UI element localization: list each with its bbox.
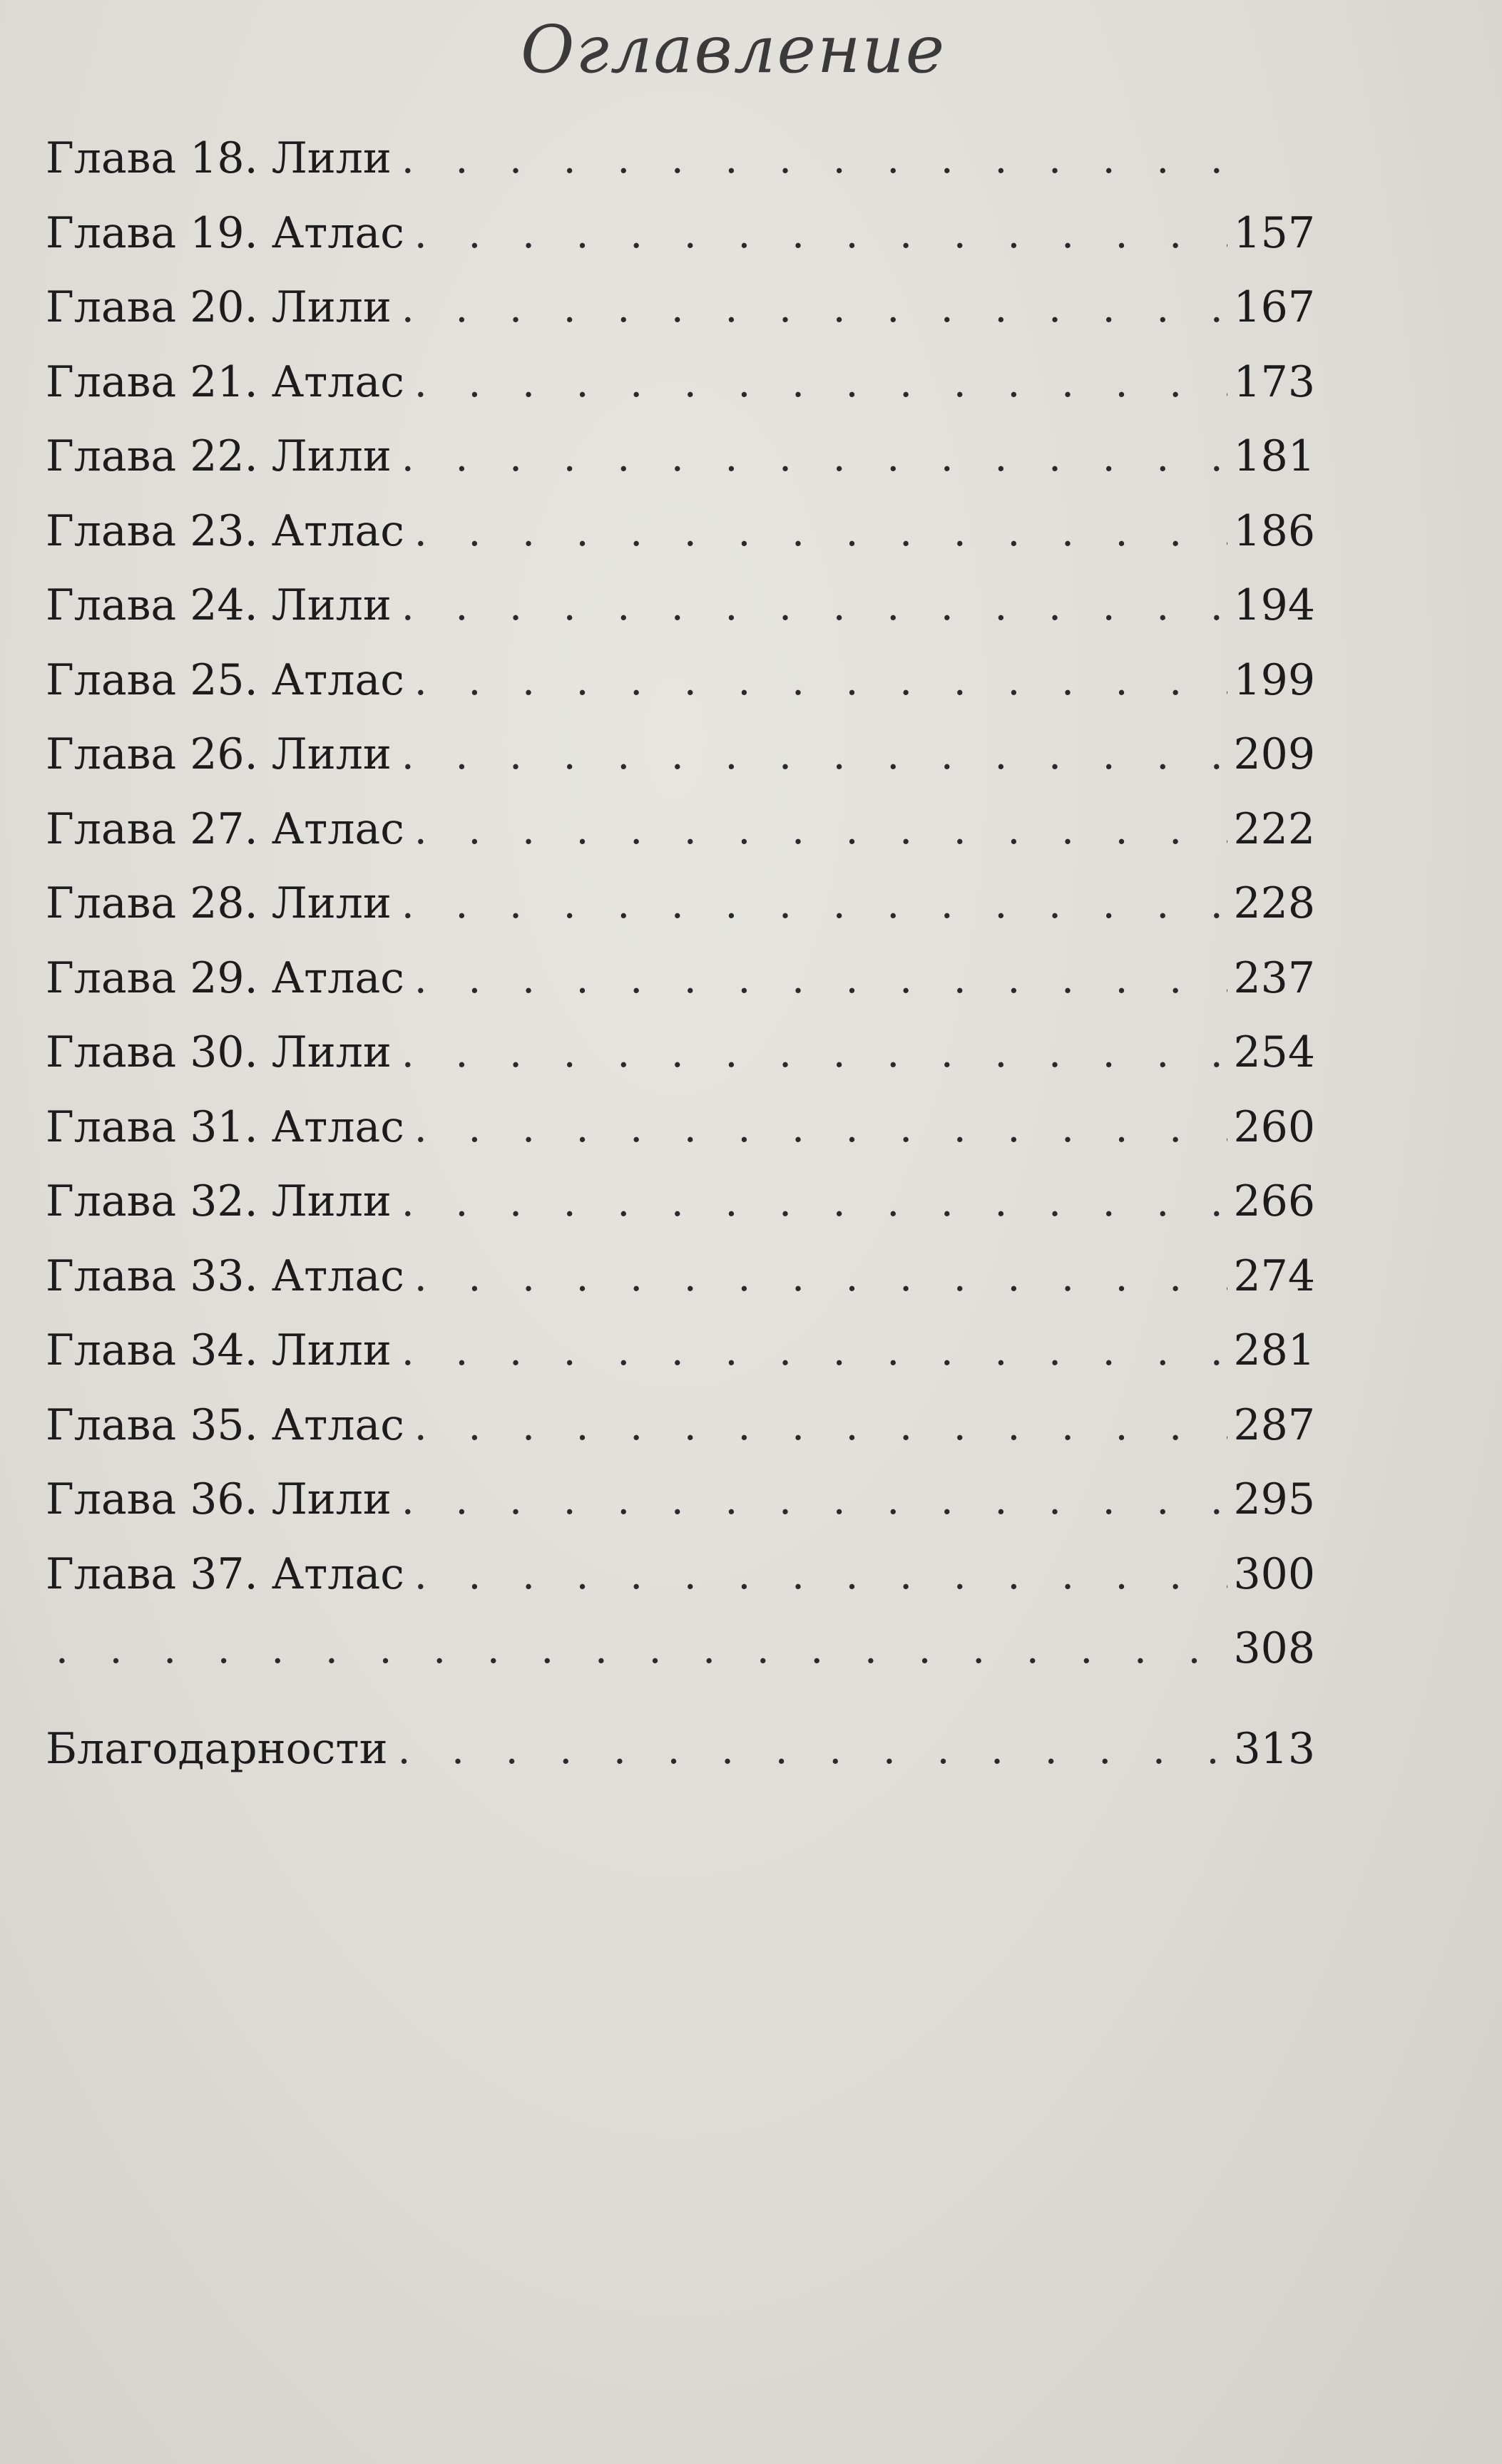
- toc-leader-dots: [402, 272, 1228, 346]
- toc-entry-label: Глава 37. Атлас: [46, 1549, 404, 1599]
- toc-entry-label: Глава 24. Лили: [46, 580, 392, 630]
- toc-entry-page: 281: [1233, 1325, 1315, 1375]
- toc-entry: [46, 1090, 1315, 1165]
- toc-leader-dots: [414, 1092, 1228, 1166]
- toc-leader-dots: [414, 645, 1228, 719]
- toc-entry-page: 313: [1233, 1723, 1315, 1774]
- toc-entry-page: 173: [1233, 356, 1315, 407]
- toc-entry-label: Глава 22. Лили: [46, 431, 392, 481]
- toc-leader-dots: [414, 794, 1228, 868]
- toc-entry: [46, 792, 1315, 867]
- toc-leader-dots: [402, 1166, 1228, 1241]
- toc-entry-label: Глава 31. Атлас: [46, 1102, 404, 1152]
- toc-leader-dots: [402, 1017, 1228, 1092]
- toc-entry-label: Глава 33. Атлас: [46, 1251, 404, 1301]
- toc-entry: [46, 643, 1315, 718]
- toc-entry: [46, 1462, 1315, 1537]
- toc-entry: [46, 866, 1315, 941]
- toc-leader-dots: [56, 1613, 1227, 1688]
- toc-entry: [46, 1015, 1315, 1090]
- page-title: Оглавление: [521, 11, 946, 88]
- toc-entry-label: Глава 28. Лили: [46, 878, 392, 928]
- toc-entry-label: Глава 36. Лили: [46, 1474, 392, 1524]
- toc-entry-label: Глава 34. Лили: [46, 1325, 392, 1375]
- toc-leader-dots: [402, 1315, 1228, 1390]
- toc-entry: [46, 941, 1315, 1016]
- toc-leader-dots: [414, 1390, 1228, 1464]
- toc-entry-page: 300: [1233, 1549, 1315, 1599]
- toc-entry-label: Глава 26. Лили: [46, 729, 392, 779]
- toc-entry: [46, 717, 1315, 792]
- toc-entry-label: Глава 25. Атлас: [46, 654, 404, 705]
- toc-leader-dots: [414, 943, 1228, 1017]
- toc-entry-page: 260: [1233, 1102, 1315, 1152]
- toc-entry: [46, 196, 1315, 271]
- toc-entry-label: Глава 18. Лили: [46, 133, 392, 183]
- toc-entry-label: Глава 30. Лили: [46, 1027, 392, 1077]
- toc-entry: [46, 494, 1315, 569]
- toc-entry-page: 194: [1233, 580, 1315, 630]
- toc-entry-page: 266: [1233, 1176, 1315, 1226]
- toc-entry-page: 222: [1233, 804, 1315, 854]
- toc-entry-page: 295: [1233, 1474, 1315, 1524]
- toc-entry-page: 181: [1233, 431, 1315, 481]
- toc-entry-acknowledgements: [46, 1712, 1315, 1787]
- toc-entry-label: Глава 35. Атлас: [46, 1400, 404, 1450]
- toc-entry: [46, 568, 1315, 643]
- toc-entry-page: 254: [1233, 1027, 1315, 1077]
- toc-entry: [46, 345, 1315, 420]
- toc-entry: [46, 121, 1315, 196]
- toc-entry: [46, 419, 1315, 494]
- toc-entry-label: Глава 21. Атлас: [46, 356, 404, 407]
- toc-leader-dots: [414, 197, 1228, 272]
- toc-leader-dots: [398, 1713, 1228, 1788]
- toc-entry-label: Глава 32. Лили: [46, 1176, 392, 1226]
- toc-entry: [46, 1388, 1315, 1463]
- toc-entry-label: Глава 29. Атлас: [46, 953, 404, 1003]
- toc-leader-dots: [402, 570, 1228, 645]
- toc-leader-dots: [414, 1241, 1228, 1315]
- toc-entry-label: Глава 23. Атлас: [46, 505, 404, 556]
- toc-entry-page: 157: [1233, 207, 1315, 258]
- toc-entry-page: 199: [1233, 654, 1315, 705]
- toc-entry-label: Глава 19. Атлас: [46, 207, 404, 258]
- toc-entry: [46, 1164, 1315, 1239]
- toc-leader-dots: [414, 1539, 1228, 1613]
- toc-entry: [46, 1537, 1315, 1612]
- toc-entry-page: 167: [1233, 282, 1315, 332]
- toc-leader-dots: [414, 496, 1228, 570]
- toc-entry-label: Глава 20. Лили: [46, 282, 392, 332]
- toc-leader-dots: [402, 719, 1228, 794]
- toc-entry-page: 228: [1233, 878, 1315, 928]
- toc-leader-dots: [402, 868, 1228, 943]
- toc-leader-dots: [402, 421, 1228, 496]
- toc-entry-page: 237: [1233, 953, 1315, 1003]
- toc-entry-page: 186: [1233, 505, 1315, 556]
- table-of-contents: [46, 121, 1315, 1786]
- toc-entry: [46, 1611, 1315, 1686]
- toc-entry: [46, 270, 1315, 345]
- toc-entry-page: 287: [1233, 1400, 1315, 1450]
- toc-entry-page: 308: [1233, 1623, 1315, 1673]
- toc-leader-dots: [414, 346, 1228, 421]
- toc-entry: [46, 1313, 1315, 1388]
- toc-entry-page: 209: [1233, 729, 1315, 779]
- toc-entry: [46, 1239, 1315, 1314]
- toc-entry-page: 274: [1233, 1251, 1315, 1301]
- toc-leader-dots: [402, 123, 1238, 197]
- toc-leader-dots: [402, 1464, 1228, 1539]
- toc-entry-label: Глава 27. Атлас: [46, 804, 404, 854]
- toc-entry-label: Благодарности: [46, 1723, 388, 1774]
